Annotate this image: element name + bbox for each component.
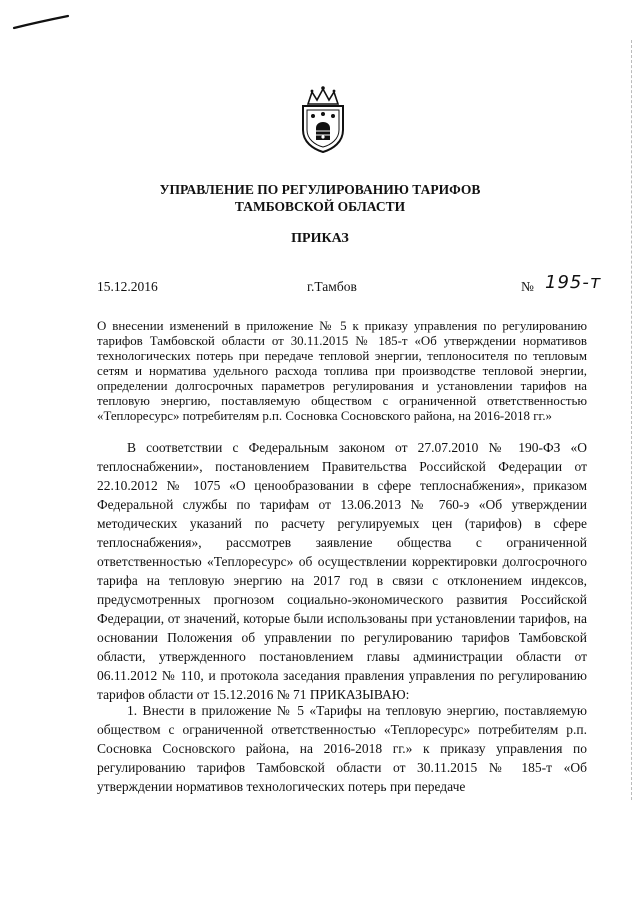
document-number-handwritten: 195-т — [545, 272, 602, 293]
document-subject: О внесении изменений в приложение № 5 к приказу управления по регулированию тарифов Тамбовской области от 30.11.2015 № 185-т «Об утверждении нормативов технологических потерь при передаче тепловой энергии, теплоносителя по тепловым сетям и норматива удельного расхода топлива при производстве тепловой энергии, определении долгосрочных параметров регулирования и установлении тарифов на тепловую энергию, поставляемую обществом с ограниченной ответственностью «Теплоресурс» потребителям р.п. Сосновка Сосновского района, на 2016-2018 гг.» — [97, 319, 587, 423]
document-type-heading: ПРИКАЗ — [291, 231, 349, 246]
document-city: г.Тамбов — [307, 279, 357, 294]
preamble-paragraph: В соответствии с Федеральным законом от 27.07.2010 № 190-ФЗ «О теплоснабжении», постановлением Правительства Российской Федерации от 22.10.2012 № 1075 «О ценообразовании в сфере теплоснабжения», приказом Федеральной службы по тарифам от 13.06.2013 № 760-э «Об утверждении методических указаний по расчету регулируемых цен (тарифов) в сфере теплоснабжения», рассмотрев заявление общества с ограниченной ответственностью «Теплоресурс» об осуществлении корректировки долгосрочного тарифа на тепловую энергию на 2017 год в связи с отклонением индексов, предусмотренных прогнозом социально-экономического развития Российской Федерации, от значений, которые были использованы при установлении тарифов, на основании Положения об управлении по регулированию тарифов Тамбовской области, утвержденного постановлением главы администрации области от 06.11.2012 № 110, и протокола заседания правления управления по регулированию тарифов области от 15.12.2016 № 71 ПРИКАЗЫВАЮ: — [97, 440, 587, 702]
document-number-label: № — [521, 279, 534, 294]
organization-name-line1: УПРАВЛЕНИЕ ПО РЕГУЛИРОВАНИЮ ТАРИФОВ — [159, 182, 481, 197]
coat-of-arms-icon — [294, 84, 352, 154]
document-date: 15.12.2016 — [97, 279, 158, 294]
pen-stroke-mark — [12, 14, 70, 32]
organization-name-line2: ТАМБОВСКОЙ ОБЛАСТИ — [234, 199, 406, 214]
order-item-1: 1. Внести в приложение № 5 «Тарифы на тепловую энергию, поставляемую обществом с ограниченной ответственностью «Теплоресурс» потребителям р.п. Сосновка Сосновского района, на 2016-2018 гг.» к приказу управления по регулированию тарифов Тамбовской области от 30.11.2015 № 185-т «Об утверждении нормативов технологических потерь при передаче — [97, 703, 587, 794]
scan-edge-line — [629, 40, 632, 800]
